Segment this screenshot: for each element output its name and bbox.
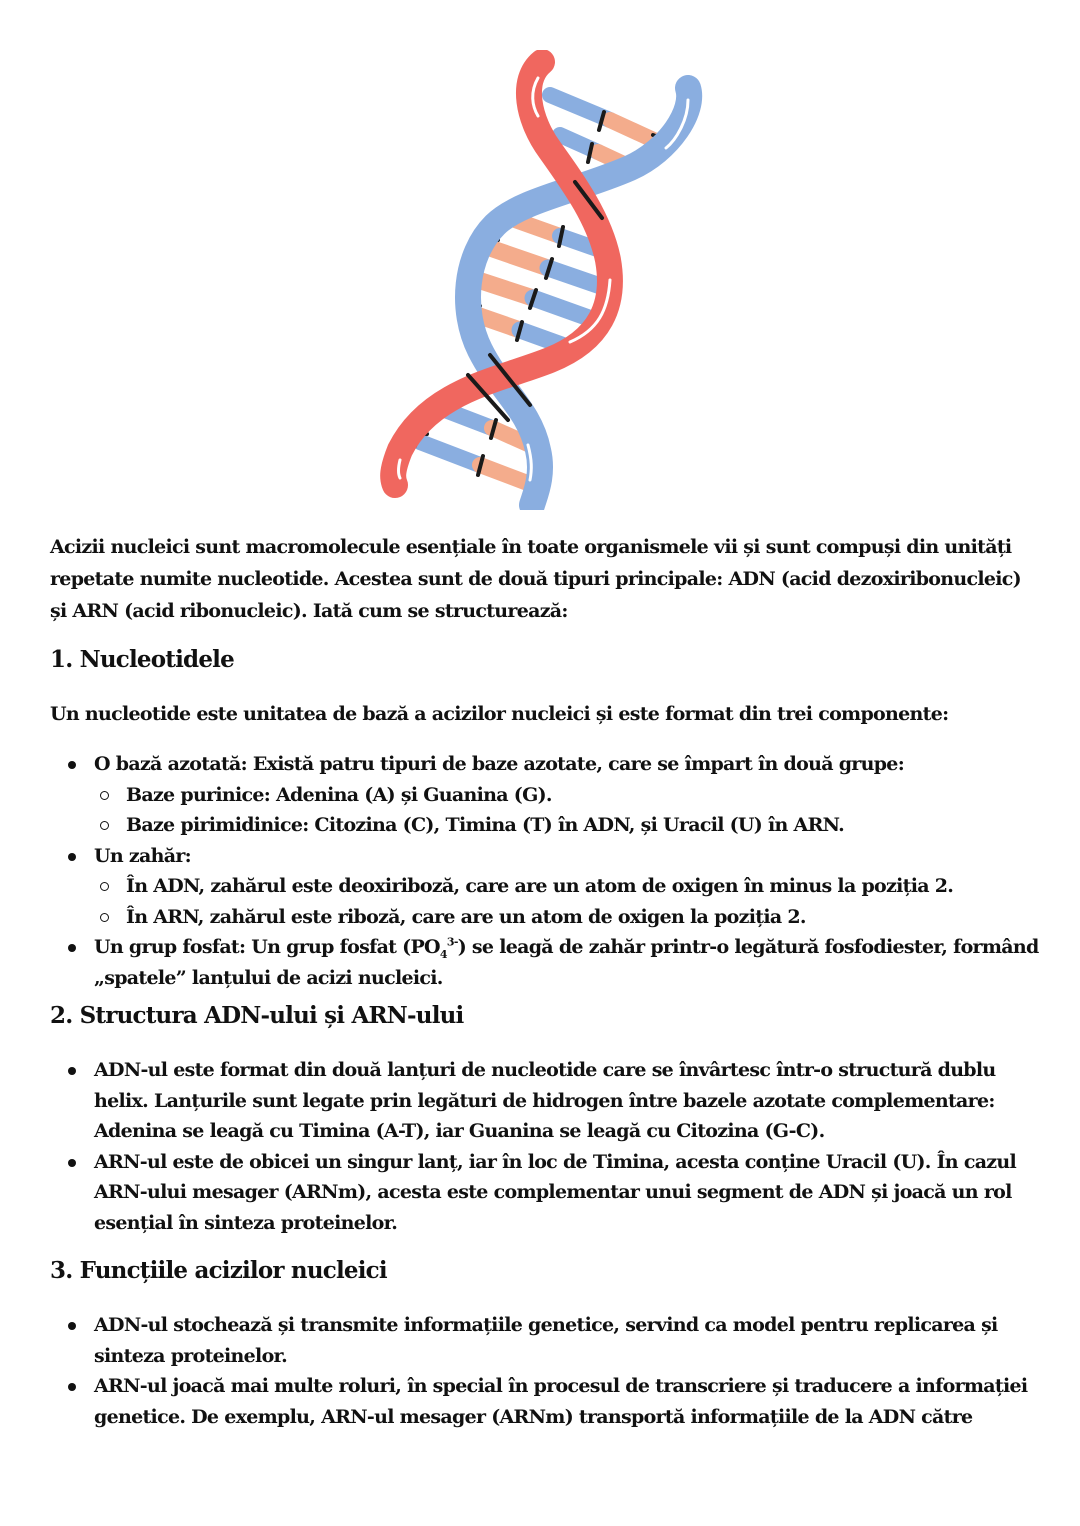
sublist-item-text: Baze pirimidinice: Citozina (C), Timina (T) în ADN, și Uracil (U) în ARN. <box>126 814 845 836</box>
hollow-bullet-icon <box>100 791 109 800</box>
hollow-bullet-icon <box>100 913 109 922</box>
list-item <box>50 1371 1040 1432</box>
sublist-item-text: În ADN, zahărul este deoxiriboză, care are un atom de oxigen în minus la poziția 2. <box>126 875 954 897</box>
bullet-icon <box>68 761 76 769</box>
sublist <box>94 871 1040 932</box>
sublist-item <box>94 902 1040 933</box>
sublist-item-text: În ARN, zahărul este riboză, care are un atom de oxigen la poziția 2. <box>126 905 806 928</box>
functions-list <box>50 1310 1040 1432</box>
bullet-icon <box>68 1322 76 1330</box>
list-item-text: ARN-ul este de obicei un singur lanț, iar în loc de Timina, acesta conține Uracil (U). În cazul ARN-ului mesager (ARNm), acesta este complementar unui segment de ADN și joacă un rol esențial în sinteza proteinelor. <box>94 1150 1017 1234</box>
nucleotide-components-list <box>50 749 1040 993</box>
bullet-icon <box>68 853 76 861</box>
dna-icon <box>393 62 689 505</box>
list-item <box>50 932 1040 993</box>
bullet-icon <box>68 944 76 952</box>
list-item-text: Un zahăr: <box>94 844 191 867</box>
subscript: 4 <box>439 947 447 961</box>
list-item <box>50 1055 1040 1147</box>
hollow-bullet-icon <box>100 821 109 830</box>
sublist-item <box>94 810 1040 841</box>
section-lead: Un nucleotide este unitatea de bază a acizilor nucleici și este format din trei componente: <box>50 703 949 725</box>
list-item <box>50 749 1040 841</box>
structure-list <box>50 1055 1040 1238</box>
list-item <box>50 1147 1040 1239</box>
bullet-icon <box>68 1159 76 1167</box>
dna-helix-illustration <box>370 50 710 510</box>
list-item-text: ADN-ul este format din două lanțuri de nucleotide care se învârtesc într-o structură dublu helix. Lanțurile sunt legate prin legături de hidrogen între bazele azotate complementare: Adenina se leagă cu Timina (A-T), iar Guanina se leagă cu Citozina (G-C). <box>94 1059 996 1142</box>
section-heading-nucleotides: 1. Nucleotidele <box>50 646 234 673</box>
list-item-text: ARN-ul joacă mai multe roluri, în special în procesul de transcriere și traducere a informației genetice. De exemplu, ARN-ul mesager (ARNm) transportă informațiile de la ADN către <box>94 1375 1028 1428</box>
list-item-text: ) se leagă de zahăr printr-o legătură fosfodiester, formând „spatele” lanțului de acizi nucleici. <box>94 936 1039 989</box>
intro-paragraph: Acizii nucleici sunt macromolecule esențiale în toate organismele vii și sunt compuși din unități repetate numite nucleotide. Acestea sunt de două tipuri principale: ADN (acid dezoxiribonucleic) și ARN (acid ribonucleic). Iată cum se structurează: <box>50 536 1021 622</box>
superscript: 3- <box>446 935 458 949</box>
section-heading-functions: 3. Funcțiile acizilor nucleici <box>50 1257 387 1284</box>
sublist-item <box>94 780 1040 811</box>
bullet-icon <box>68 1067 76 1075</box>
sublist-item-text: Baze purinice: Adenina (A) și Guanina (G). <box>126 783 552 806</box>
sublist <box>94 780 1040 841</box>
list-item-text: O bază azotată: Există patru tipuri de baze azotate, care se împart în două grupe: <box>94 753 905 775</box>
list-item <box>50 841 1040 933</box>
article-content <box>50 531 1040 1432</box>
section-heading-structure: 2. Structura ADN-ului și ARN-ului <box>50 1002 464 1029</box>
list-item-text: Un grup fosfat: Un grup fosfat (PO <box>94 936 440 958</box>
list-item <box>50 1310 1040 1371</box>
hollow-bullet-icon <box>100 882 109 891</box>
sublist-item <box>94 871 1040 902</box>
bullet-icon <box>68 1383 76 1391</box>
list-item-text: ADN-ul stochează și transmite informațiile genetice, servind ca model pentru replicarea și sinteza proteinelor. <box>94 1314 998 1367</box>
